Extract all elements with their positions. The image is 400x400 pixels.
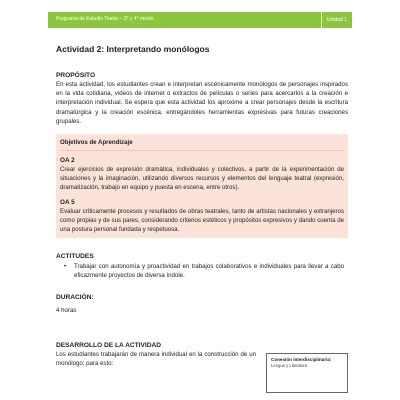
duracion-heading: DURACIÓN: (56, 293, 94, 301)
desarrollo-row (56, 350, 348, 393)
duracion-value: 4 horas (56, 306, 77, 314)
proposito-heading: PROPÓSITO (56, 72, 96, 79)
objectives-box (56, 134, 348, 238)
oa-2-text: Crear ejercicios de expresión dramática, individuales y colectivos, a partir de la experimentación de situaciones y la imaginación, utilizando diversos recursos y elementos del lenguaje teatral (expresión, dramatización, trabajo en equipo y puesta en escena, entre otros). (60, 166, 344, 192)
oa-2-code: OA 2 (60, 157, 75, 165)
proposito-text: En esta actividad, los estudiantes crean e interpretan escénicamente monólogos de personajes inspirados en la vida cotidiana, videos de internet o extractos de películas o series para acercarlos a la creación e interpretación individual. Se espera que esta actividad los aproxime a crear personajes desde la escritura dramatúrgica y la creación escénica, entregándoles herramientas expresivas para futuras creaciones grupales. (56, 81, 348, 125)
activity-title: Actividad 2: Interpretando monólogos (56, 44, 210, 54)
bullet-icon: • (63, 263, 66, 271)
document-content (56, 44, 348, 393)
conexion-box (266, 353, 348, 393)
objectives-title: Objetivos de Aprendizaje (60, 138, 344, 151)
conexion-subtitle: Lengua y Literatura (271, 362, 308, 368)
actitudes-heading: ACTITUDES (56, 253, 94, 261)
actitudes-item-text: Trabajar con autonomía y proactividad en trabajos colaborativos e individuales para llevar a cabo eficazmente proyectos de diversa índole. (74, 263, 344, 280)
desarrollo-heading: DESARROLLO DE LA ACTIVIDAD (56, 341, 162, 349)
unit-label: Unidad 1 (321, 12, 352, 28)
program-title: Programa de Estudio Teatro – 3° y 4° medio (56, 16, 154, 22)
oa-5-code: OA 5 (60, 198, 75, 206)
oa-5-text: Evaluar críticamente procesos y resultados de obras teatrales, tanto de artistas nacionales y extranjeros como propias y de sus pares, considerando criterios estéticos y propósitos expresivos y dando cuenta de una postura personal fundada y respetuosa. (60, 207, 344, 234)
desarrollo-text: Los estudiantes trabajarán de manera individual en la construcción de un monólogo; para esto: (56, 350, 256, 368)
conexion-title: Conexión interdisciplinaria: (271, 356, 332, 362)
actitudes-list-item (56, 262, 348, 280)
header-bar (48, 12, 352, 28)
